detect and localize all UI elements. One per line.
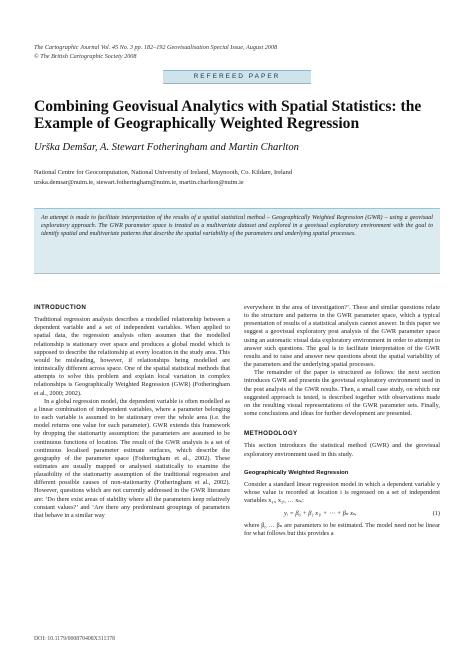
abstract-box: [34, 208, 440, 274]
intro-paragraph-4: The remainder of the paper is structured as follows: the next section introduces GWR and presents the geovisual exploratory environment used in the post analysis of the GWR results. Then, a small case study, on which our suggested approach is tested, is described together with observations made on the resulting visual representations of the GWR parameter sets. Finally, some conclusions and ideas for further development are presented.: [244, 369, 440, 418]
intro-paragraph-3: everywhere in the area of investigation?’. These and similar questions relate to the structure and patterns in the GWR parameter space, which a typical presentation of results of a statistical analysis cannot answer. In this paper we suggest a geovisual exploratory post analysis of the GWR parameter space using an automatic visual data exploratory environment in order to attempt to answer such questions. The goal is to facilitate interpretation of the GWR results and to raise and answer new questions about the spatial variability of the parameters and the underlying spatial processes.: [244, 304, 440, 369]
right-column: [244, 304, 440, 539]
doi-footer[interactable]: DOI: 10.1179/000870408X311378: [34, 636, 116, 642]
equation-number: (1): [432, 510, 440, 518]
methodology-heading: METHODOLOGY: [244, 430, 298, 438]
abstract-text: An attempt is made to facilitate interpretation of the results of a spatial statistical method – Geographically Weighted Regression (GWR) – using a geovisual exploratory approach. The GWR parameter space is treated as a multivariate dataset and explored in a geovisual exploratory environment with the goal to identify spatial and multivariate patterns that describe the spatial variability of the parameters and underlying spatial processes.: [41, 215, 433, 238]
intro-paragraph-1: Traditional regression analysis describes a modelled relationship between a dependent variable and a set of independent variables. When applied to spatial data, the regression analysis often assumes that the modelled relationship is stationary over space and produces a global model which is supposed to describe the relationship at every location in the study area. This would be misleading, however, if relationships being modelled are intrinsically different across space. One of the spatial statistical methods that attempts to solve this problem and explain local variation in complex relationships is Geographically Weighted Regression (GWR) (Fotheringham et al., 2000; 2002).: [34, 316, 230, 397]
introduction-heading: INTRODUCTION: [34, 304, 87, 311]
gwr-subheading: Geographically Weighted Regression: [244, 469, 349, 476]
left-column: [34, 304, 230, 520]
paper-title: Combining Geovisual Analytics with Spatial Statistics: the Example of Geographically Weighted Regression: [34, 98, 422, 132]
refereed-paper-banner: REFEREED PAPER: [163, 70, 311, 84]
affiliation-emails[interactable]: urska.demsar@nuim.ie, stewart.fotheringham@nuim.ie, martin.charlton@nuim.ie: [34, 179, 244, 186]
affiliation-institution: National Centre for Geocomputation, National University of Ireland, Maynooth, Co. Kildare, Ireland: [34, 169, 293, 176]
methodology-paragraph: This section introduces the statistical method (GWR) and the geovisual exploratory environment used in this study.: [244, 442, 440, 458]
affiliation-block: [34, 168, 454, 188]
equation-row: [244, 508, 440, 522]
copyright-line: © The British Cartographic Society 2008: [34, 53, 137, 60]
author-list: Urška Demšar, A. Stewart Fotheringham and Martin Charlton: [34, 142, 299, 153]
journal-header-line: The Cartographic Journal Vol. 45 No. 3 pp. 182–192 Geovisualisation Special Issue, August 2008: [34, 44, 278, 51]
equation-1: yᵢ = β₀ + β₁ x₁ᵢ + ⋯ + βₙ xₙᵢ: [284, 510, 357, 518]
intro-paragraph-2: In a global regression model, the dependent variable is often modelled as a linear combination of independent variables, where a parameter belonging to each variable is assumed to be stationary over the whole area (i.e. the model returns one value for each parameter). GWR extends this framework by dropping the stationarity assumption: the parameters are assumed to be continuous functions of location. The result of the GWR analysis is a set of continuous localised parameter estimate surfaces, which describe the geography of the parameter space (Fotheringham et al., 2002). These estimates are usually mapped or analysed statistically to examine the plausibility of the stationarity assumption of the traditional regression and different possible causes of non-stationarity (Fotheringham et al., 2002). However, questions which are not currently addressed in the GWR literature are: ‘Do there exist areas of stability where all the parameters keep relatively constant values?’ and ‘Are there any predominant groupings of parameters that behave in a similar way: [34, 397, 230, 519]
gwr-paragraph: Consider a standard linear regression model in which a dependent variable y whose value is recorded at location i is regressed on a set of independent variables x₁ᵢ, x₂ᵢ, … xₙᵢ:: [244, 480, 440, 505]
post-equation-paragraph: where β₀ … βₙ are parameters to be estimated. The model need not be linear for what follows but this provides a: [244, 522, 440, 538]
